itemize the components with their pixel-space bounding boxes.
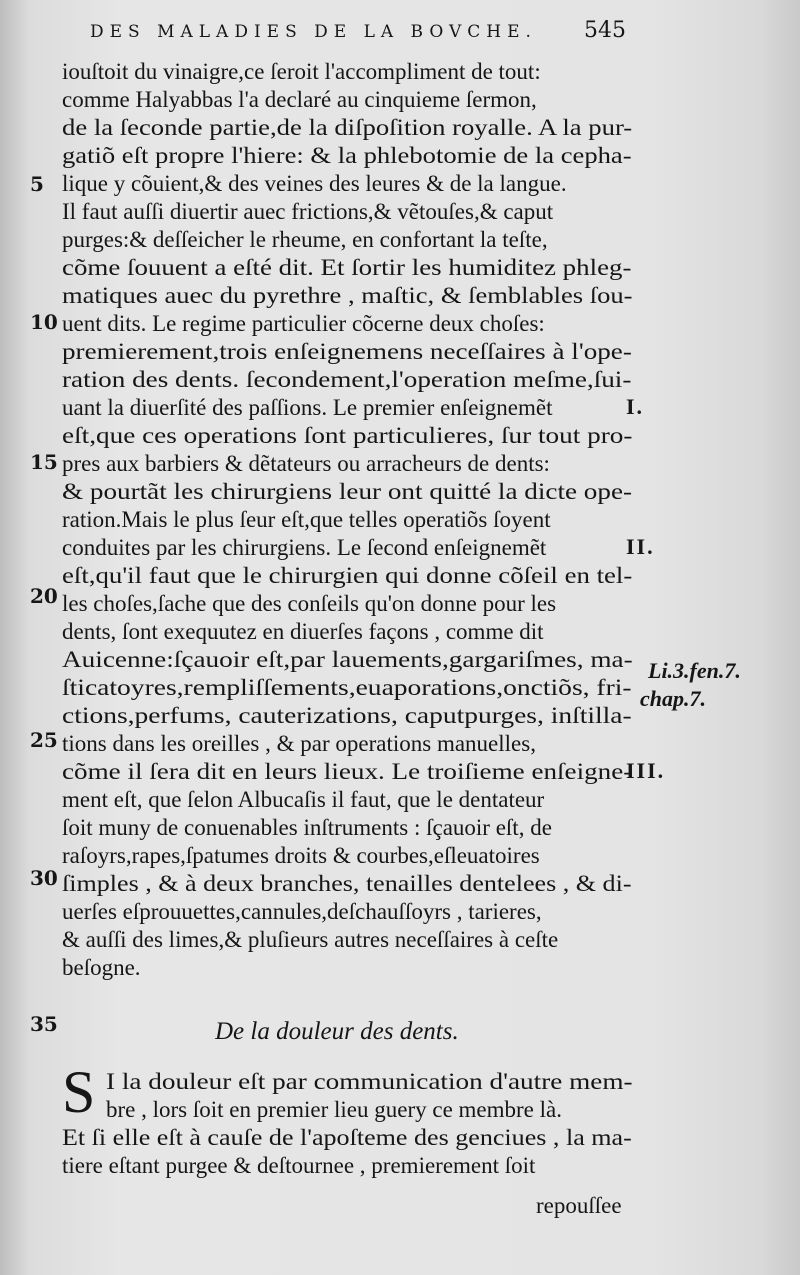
- text-line: purges:& deſſeicher le rheume, en confortant la teſte,: [62, 227, 548, 252]
- text-line: dents, ſont exequutez en diuerſes façons , comme dit: [62, 619, 544, 644]
- text-line: tiere eſtant purgee & deſtournee , premierement ſoit: [62, 1153, 536, 1178]
- text-line: Et ſi elle eſt à cauſe de l'apoſteme des genciues , la ma-: [62, 1125, 632, 1150]
- text-line: tions dans les oreilles , & par operations manuelles,: [62, 731, 536, 756]
- text-line: Auicenne:ſçauoir eſt,par lauements,gargariſmes, ma-: [62, 647, 633, 672]
- text-line: Il faut auſſi diuertir auec frictions,& vẽtouſes,& caput: [62, 199, 554, 224]
- text-line: lique y cõuient,& des veines des leures & de la langue.: [62, 171, 567, 196]
- text-line: uerſes eſprouuettes,cannules,deſchauſſoyrs , tarieres,: [62, 899, 542, 924]
- text-line: ration des dents. ſecondement,l'operation meſme,ſui-: [62, 367, 632, 392]
- text-line: ment eſt, que ſelon Albucaſis il faut, que le dentateur: [62, 787, 545, 812]
- text-line: I la douleur eſt par communication d'autre mem-: [106, 1069, 633, 1094]
- line-number: 30: [30, 866, 58, 890]
- text-line: eſt,qu'il faut que le chirurgien qui donne cõſeil en tel-: [62, 563, 633, 588]
- text-line: gatiõ eſt propre l'hiere: & la phlebotomie de la cepha-: [62, 143, 632, 168]
- line-number: 15: [30, 450, 58, 474]
- drop-cap: S: [62, 1059, 96, 1125]
- line-number: 5: [30, 172, 44, 196]
- text-line: bre , lors ſoit en premier lieu guery ce membre là.: [106, 1097, 562, 1122]
- text-line: & pourtãt les chirurgiens leur ont quitté la dicte ope-: [62, 479, 633, 504]
- text-line: comme Halyabbas l'a declaré au cinquieme ſermon,: [62, 87, 537, 112]
- catchword: repouſſee: [536, 1193, 622, 1218]
- text-line: ctions,perfums, cauterizations, caputpurges, inſtilla-: [62, 703, 632, 728]
- page-number: 545: [584, 18, 626, 43]
- text-line: conduites par les chirurgiens. Le ſecond enſeignemẽt: [62, 535, 547, 560]
- text-line: cõme il ſera dit en leurs lieux. Le troiſieme enſeigne-: [62, 759, 633, 784]
- text-line: matiques auec du pyrethre , maſtic, & ſemblables ſou-: [62, 283, 633, 308]
- text-line: ſoit muny de conuenables inſtruments : ſçauoir eſt, de: [62, 815, 552, 840]
- text-line: uent dits. Le regime particulier cõcerne deux choſes:: [62, 311, 545, 336]
- text-line: premierement,trois enſeignemens neceſſaires à l'ope-: [62, 339, 632, 364]
- marginal-reference: Li.3.fen.7.: [648, 658, 741, 683]
- section-heading: De la douleur des dents.: [215, 1018, 459, 1045]
- text-line: de la ſeconde partie,de la diſpoſition royalle. A la pur-: [62, 115, 633, 140]
- line-number: 10: [30, 310, 58, 334]
- line-number: 25: [30, 728, 58, 752]
- text-line: eſt,que ces operations ſont particulieres, ſur tout pro-: [62, 423, 633, 448]
- text-line: beſogne.: [62, 955, 141, 980]
- text-line: pres aux barbiers & dẽtateurs ou arracheurs de dents:: [62, 451, 550, 476]
- text-line: iouſtoit du vinaigre,ce ſeroit l'accompliment de tout:: [62, 59, 541, 84]
- text-line: les choſes,ſache que des conſeils qu'on donne pour les: [62, 591, 557, 616]
- marginal-reference: chap.7.: [640, 686, 706, 711]
- text-line: ſimples , & à deux branches, tenailles dentelees , & di-: [62, 871, 632, 896]
- paragraph-marker: I.: [626, 394, 645, 419]
- text-line: ſticatoyres,rempliſſements,euaporations,onctiõs, fri-: [62, 675, 632, 700]
- line-number: 20: [30, 584, 58, 608]
- paragraph-marker: III.: [626, 758, 666, 783]
- running-head: DES MALADIES DE LA BOVCHE.: [90, 22, 537, 42]
- line-number: 35: [30, 1012, 58, 1036]
- paragraph-marker: II.: [626, 534, 655, 559]
- text-line: ration.Mais le plus ſeur eſt,que telles operatiõs ſoyent: [62, 507, 551, 532]
- text-line: raſoyrs,rapes,ſpatumes droits & courbes,eſleuatoires: [62, 843, 540, 868]
- text-line: uant la diuerſité des paſſions. Le premier enſeignemẽt: [62, 395, 553, 420]
- text-line: cõme ſouuent a eſté dit. Et ſortir les humiditez phleg-: [62, 255, 632, 280]
- text-line: & auſſi des limes,& pluſieurs autres neceſſaires à ceſte: [62, 927, 559, 952]
